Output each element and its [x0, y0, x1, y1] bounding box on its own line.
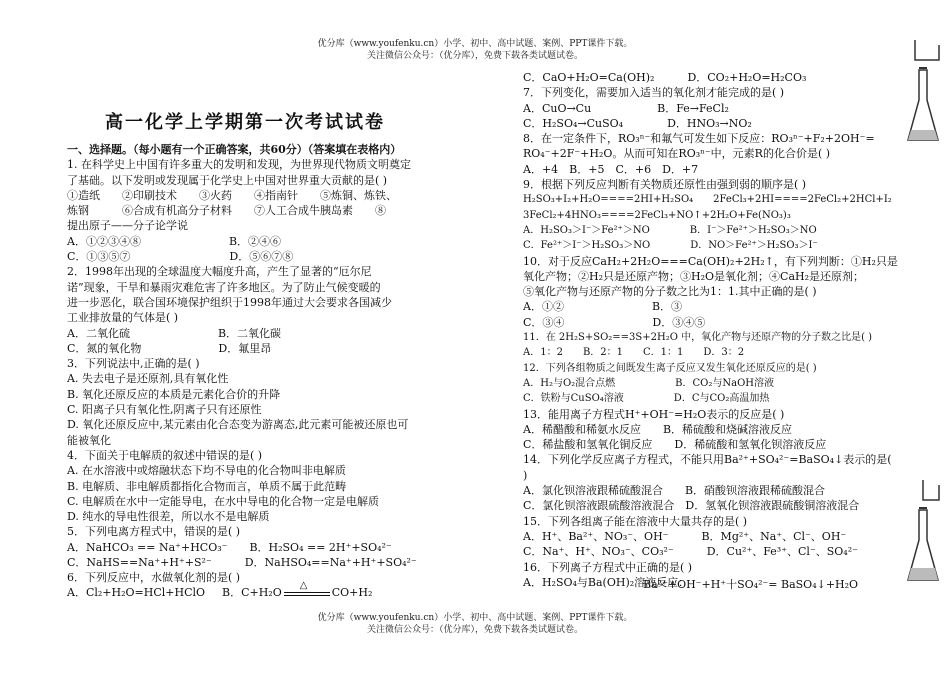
right-lines-8: H₂SO₃+I₂+H₂O====2HI+H₂SO₄ 2FeCl₃+2HI====2FeCl₂+2HCl+I₂	[523, 194, 892, 206]
right-lines-29: 15．下列各组离子能在溶液中大量共存的是( )	[523, 514, 748, 528]
right-lines-10: A．H₂SO₃＞I⁻＞Fe²⁺＞NO B．I⁻＞Fe²⁺＞H₂SO₃＞NO	[523, 224, 817, 236]
left-lines-16: B. 氧化还原反应的本质是元素化合价的升降	[67, 387, 281, 401]
right-lines-9: 3FeCl₂+4HNO₃====2FeCl₃+NO↑+2H₂O+Fe(NO₃)₃	[523, 209, 791, 221]
right-lines-23: A．稀醋酸和稀氨水反应 B．稀硫酸和烧碱溶液反应	[523, 422, 793, 436]
left-lines-5: 提出原子——分子论学说	[67, 219, 188, 233]
left-lines-18: D. 氧化还原反应中,某元素由化合态变为游离态,此元素可能被还原也可	[67, 418, 409, 432]
left-lines-3: ①造纸 ②印刷技术 ③火药 ④指南针 ⑤炼铜、炼铁、	[67, 188, 397, 202]
q6-arrow	[282, 580, 332, 599]
left-lines-10: 进一步恶化，联合国环境保护组织于1998年通过大会要求各国减少	[67, 295, 392, 309]
right-lines-24: C．稀盐酸和氢氧化铜反应 D．稀硫酸和氢氧化钡溶液反应	[523, 438, 827, 452]
left-lines-17: C. 阳离子只有氧化性,阴离子只有还原性	[67, 403, 262, 417]
right-column	[523, 70, 933, 590]
q16-equation: Ba²⁺+OH⁻+H⁺十SO₄²⁻= BaSO₄↓+H₂O	[643, 578, 859, 591]
left-lines-1: 1. 在科学史上中国有许多重大的发明和发现，为世界现代物质文明奠定	[67, 158, 411, 172]
q6-option-b	[222, 580, 373, 600]
q6-heat-symbol: △	[299, 580, 308, 591]
left-lines-22: B. 电解质、非电解质都指化合物而言，单质不属于此范畴	[67, 479, 347, 493]
footer-line-2: 关注微信公众号：（优分库），免费下载各类试题试卷。	[366, 625, 583, 635]
page-title: 高一化学上学期第一次考试试卷	[105, 112, 385, 133]
right-lines-16: C．③④ D．③④⑤	[523, 315, 706, 329]
right-lines-3: C．H₂SO₄→CuSO₄ D．HNO₃→NO₂	[523, 116, 752, 130]
right-lines-5: RO₄⁻+2F⁻+H₂O。从而可知在RO₃ⁿ⁻中，元素R的化合价是( )	[523, 147, 831, 161]
right-lines-15: A．①② B．③	[523, 300, 683, 314]
q6-option-b-right: CO+H₂	[331, 586, 373, 599]
left-lines-24: D. 纯水的导电性很差，所以水不是电解质	[67, 510, 270, 524]
right-lines-30: A．H⁺、Ba²⁺、NO₃⁻、OH⁻ B．Mg²⁺、Na⁺、Cl⁻、OH⁻	[523, 529, 847, 543]
left-lines-15: A. 失去电子是还原剂,具有氧化性	[67, 372, 229, 386]
q6-option-a: A．Cl₂+H₂O=HCl+HClO	[67, 586, 206, 599]
left-lines-2: 了基础。以下发明或发现属于化学史上中国对世界重大贡献的是( )	[67, 173, 388, 187]
q6-options-row	[67, 580, 467, 600]
footer-line-1: 优分库（www.youfenku.cn）小学、初中、高中试题、案例、PPT课件下载。	[317, 613, 633, 623]
left-lines-14: 3．下列说法中,正确的是( )	[67, 357, 200, 371]
right-lines-18: A．1：2 B．2：1 C．1：1 D．3：2	[523, 347, 745, 359]
left-lines-12: A．二氧化硫 B．二氧化碳	[67, 326, 282, 340]
left-lines-6: A．①②③④⑧ B．②④⑥	[67, 234, 282, 248]
left-lines-4: 炼钢 ⑥合成有机高分子材料 ⑦人工合成牛胰岛素 ⑧	[67, 204, 386, 218]
right-lines-20: A．H₂与O₂混合点燃 B．CO₂与NaOH溶液	[523, 377, 774, 389]
left-lines-19: 能被氧化	[67, 433, 111, 447]
right-lines-21: C．铁粉与CuSO₄溶液 D．C与CO₂高温加热	[523, 393, 770, 405]
header-line-1: 优分库（www.youfenku.cn）小学、初中、高中试题、案例、PPT课件下载。	[317, 39, 633, 49]
header-line-2: 关注微信公众号：（优分库），免费下载各类试题试卷。	[366, 51, 583, 61]
left-lines-25: 5．下列电离方程式中，错误的是( )	[67, 525, 241, 539]
right-lines-2: A．CuO→Cu B．Fe→FeCl₂	[523, 101, 729, 115]
right-lines-14: ⑤氧化产物与还原产物的分子数之比为1：1.其中正确的是( )	[523, 285, 817, 299]
right-lines-1: 7．下列变化，需要加入适当的氧化剂才能完成的是( )	[523, 86, 785, 100]
right-lines-12: 10．对于反应CaH₂+2H₂O===Ca(OH)₂+2H₂↑，有下列判断：①H₂只是	[523, 254, 898, 268]
right-lines-13: 氧化产物；②H₂只是还原产物；③H₂O是氧化剂；④CaH₂是还原剂；	[523, 269, 864, 283]
right-lines-22: 13．能用离子方程式H⁺+OH⁻=H₂O表示的反应是( )	[523, 407, 785, 421]
right-lines-26: )	[523, 468, 528, 482]
right-lines-6: A．+4 B．+5 C．+6 D．+7	[523, 162, 699, 176]
left-lines-27: C．NaHS==Na⁺+H⁺+S²⁻ D．NaHSO₄==Na⁺+H⁺+SO₄²⁻	[67, 556, 417, 570]
left-lines-0: 一、选择题。（每小题有一个正确答案，共60分）（答案填在表格内）	[67, 143, 402, 156]
left-lines-13: C．氮的氧化物 D．氟里昂	[67, 341, 272, 355]
left-lines-9: 诺”现象，干旱和暴雨灾难危害了许多地区。为了防止气候变暖的	[67, 280, 381, 294]
right-lines-31: C．Na⁺、H⁺、NO₃⁻、CO₃²⁻ D．Cu²⁺、Fe³⁺、Cl⁻、SO₄²⁻	[523, 545, 858, 559]
left-column	[67, 142, 467, 586]
left-lines-7: C．①③⑤⑦ D．⑤⑥⑦⑧	[67, 250, 294, 264]
page-header	[0, 38, 950, 62]
right-lines-4: 8．在一定条件下，RO₃ⁿ⁻和氟气可发生如下反应：RO₃ⁿ⁻+F₂+2OH⁻=	[523, 132, 875, 146]
right-lines-33: A．H₂SO₄与Ba(OH)₂溶液反应：	[523, 575, 690, 589]
left-lines-20: 4．下面关于电解质的叙述中错误的是( )	[67, 448, 263, 462]
right-lines-7: 9．根据下列反应判断有关物质还原性由强到弱的顺序是( )	[523, 178, 807, 192]
left-lines-11: 工业排放量的气体是( )	[67, 311, 179, 325]
right-lines-17: 11．在 2H₂S+SO₂==3S+2H₂O 中，氧化产物与还原产物的分子数之比是( )	[523, 332, 873, 344]
right-lines-28: C．氯化钡溶液跟硫酸溶液混合 D．氢氧化钡溶液跟硫酸铜溶液混合	[523, 499, 860, 513]
right-lines-0: C．CaO+H₂O=Ca(OH)₂ D．CO₂+H₂O=H₂CO₃	[523, 71, 807, 84]
page-footer	[0, 612, 950, 636]
flask-icon-2	[905, 480, 950, 590]
left-lines-8: 2．1998年出现的全球温度大幅度升高，产生了显著的“厄尔尼	[67, 265, 372, 279]
right-lines-27: A．氯化钡溶液跟稀硫酸混合 B．硝酸钡溶液跟稀硫酸混合	[523, 484, 826, 498]
left-lines-23: C. 电解质在水中一定能导电，在水中导电的化合物一定是电解质	[67, 494, 380, 508]
q6-option-b-left: B．C+H₂O	[222, 586, 282, 599]
right-lines-32: 16．下列离子方程式中正确的是( )	[523, 560, 693, 574]
right-lines-19: 12．下列各组物质之间既发生离子反应又发生氧化还原反应的是( )	[523, 362, 817, 374]
right-lines-25: 14．下列化学反应离子方程式，不能只用Ba²⁺+SO₄²⁻=BaSO₄↓表示的是(	[523, 453, 892, 467]
left-lines-28: 6．下列反应中，水做氧化剂的是( )	[67, 571, 241, 585]
left-lines-21: A. 在水溶液中或熔融状态下均不导电的化合物叫非电解质	[67, 464, 346, 478]
left-lines-26: A．NaHCO₃ == Na⁺+HCO₃⁻ B．H₂SO₄ == 2H⁺+SO₄²⁻	[67, 540, 392, 554]
flask-icon	[905, 40, 950, 150]
q16-equation-line	[523, 577, 933, 592]
right-lines-11: C．Fe²⁺＞I⁻＞H₂SO₃＞NO D．NO＞Fe²⁺＞H₂SO₃＞I⁻	[523, 240, 818, 252]
